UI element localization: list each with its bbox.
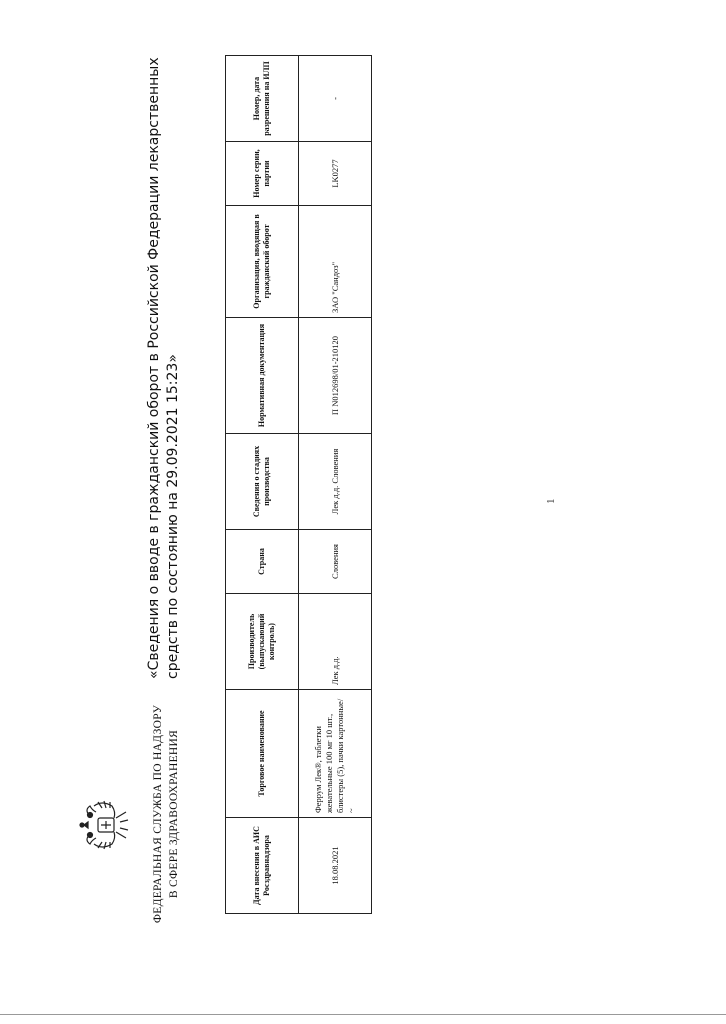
document-title-line1: «Сведения о вводе в гражданский оборот в Российской Федерации лекарственных bbox=[146, 57, 162, 679]
cell-permit-number: - bbox=[299, 56, 372, 142]
header-production-stages: Сведения о стадиях производства bbox=[226, 434, 299, 530]
cell-production-stages: Лек д.д. Словения bbox=[299, 434, 372, 530]
registry-table-wrapper bbox=[225, 56, 372, 914]
document-title bbox=[145, 57, 183, 679]
header-country: Страна bbox=[226, 530, 299, 594]
cell-trade-name: Феррум Лек®, таблетки жевательные 100 мг 10 шт., блистеры (5), пачки картонные/ ~ bbox=[299, 690, 372, 818]
cell-batch-number: LK0277 bbox=[299, 142, 372, 206]
agency-name-line1: ФЕДЕРАЛЬНАЯ СЛУЖБА ПО НАДЗОРУ bbox=[152, 704, 164, 924]
header-organization: Организация, вводящая в гражданский оборот bbox=[226, 206, 299, 318]
agency-name bbox=[150, 704, 182, 924]
page-bottom-rule bbox=[0, 1014, 726, 1015]
header-permit-number: Номер, дата разрешения на ИЛП bbox=[226, 56, 299, 142]
header-trade-name: Торговое наименование bbox=[226, 690, 299, 818]
document-title-line2: средств по состоянию на 29.09.2021 15:23» bbox=[165, 354, 181, 679]
table-header-row bbox=[226, 56, 299, 914]
cell-manufacturer: Лек д.д. bbox=[299, 594, 372, 690]
agency-name-line2: В СФЕРЕ ЗДРАВООХРАНЕНИЯ bbox=[168, 729, 180, 899]
page-number: 1 bbox=[545, 498, 557, 504]
cell-country: Словения bbox=[299, 530, 372, 594]
header-regulatory-documentation: Нормативная документация bbox=[226, 318, 299, 434]
cell-regulatory-documentation: П N012698/01-210120 bbox=[299, 318, 372, 434]
table-row bbox=[299, 56, 372, 914]
cell-organization: ЗАО "Сандоз" bbox=[299, 206, 372, 318]
header-manufacturer: Производитель (выпускающий контроль) bbox=[226, 594, 299, 690]
header-entry-date: Дата внесения в АИС Росздравнадзора bbox=[226, 818, 299, 914]
double-headed-eagle-emblem-icon bbox=[76, 796, 134, 854]
registry-table bbox=[225, 55, 372, 914]
header-batch-number: Номер серии, партии bbox=[226, 142, 299, 206]
cell-entry-date: 18.08.2021 bbox=[299, 818, 372, 914]
